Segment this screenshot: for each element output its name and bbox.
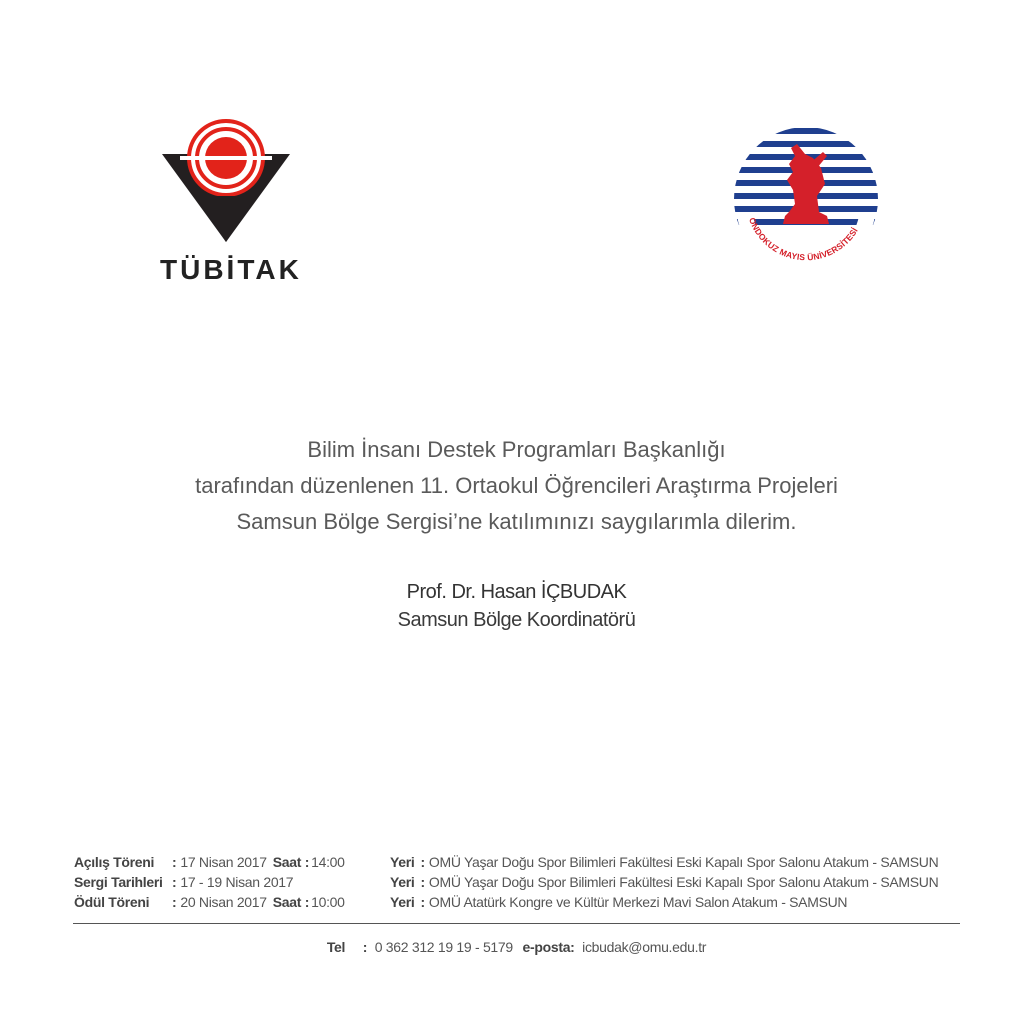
schedule-dates bbox=[74, 852, 345, 912]
omu-logo bbox=[731, 124, 881, 274]
schedule-row: Açılış Töreni : 17 Nisan 2017 Saat : 14:00 bbox=[74, 854, 345, 870]
schedule-label: Açılış Töreni bbox=[74, 854, 155, 870]
schedule-time-label: Saat : bbox=[272, 854, 310, 870]
signer-title: Samsun Bölge Koordinatörü bbox=[397, 609, 636, 631]
place-label: Yeri bbox=[390, 854, 415, 870]
email-label: e-posta: bbox=[522, 939, 575, 955]
schedule-date: 20 Nisan 2017 bbox=[180, 894, 267, 910]
schedule-row: Sergi Tarihleri : 17 - 19 Nisan 2017 bbox=[74, 874, 294, 890]
schedule-time-label: Saat : bbox=[272, 894, 310, 910]
contact-line: Tel : 0 362 312 19 19 - 5179 e-posta: icbudak@omu.edu.tr bbox=[326, 939, 707, 955]
schedule-time: 14:00 bbox=[311, 854, 345, 870]
schedule-date: 17 - 19 Nisan 2017 bbox=[180, 874, 294, 890]
tel-label: Tel bbox=[326, 939, 346, 955]
place-row: Yeri : OMÜ Atatürk Kongre ve Kültür Merkezi Mavi Salon Atakum - SAMSUN bbox=[390, 894, 848, 910]
tubitak-logo bbox=[160, 116, 302, 288]
place-label: Yeri bbox=[390, 894, 415, 910]
invitation-line-2: tarafından düzenlenen 11. Ortaokul Öğrencileri Araştırma Projeleri bbox=[195, 473, 838, 498]
divider bbox=[73, 923, 960, 924]
schedule-places bbox=[390, 852, 938, 912]
schedule-label: Sergi Tarihleri bbox=[74, 874, 163, 890]
invitation-line-3: Samsun Bölge Sergisi’ne katılımınızı saygılarımla dilerim. bbox=[236, 509, 797, 534]
signer-block bbox=[0, 578, 1033, 634]
schedule-row: Ödül Töreni : 20 Nisan 2017 Saat : 10:00 bbox=[74, 894, 345, 910]
tel-value: 0 362 312 19 19 - 5179 bbox=[374, 939, 513, 955]
signer-name: Prof. Dr. Hasan İÇBUDAK bbox=[406, 581, 627, 603]
invitation-line-1: Bilim İnsanı Destek Programları Başkanlığı bbox=[307, 437, 726, 462]
tubitak-wordmark: TÜBİTAK bbox=[160, 254, 302, 285]
email-value[interactable]: icbudak@omu.edu.tr bbox=[582, 939, 707, 955]
place-row: Yeri : OMÜ Yaşar Doğu Spor Bilimleri Fakültesi Eski Kapalı Spor Salonu Atakum - SAMSUN bbox=[390, 854, 939, 870]
omu-ring-text: ONDOKUZ MAYIS ÜNİVERSİTESİ bbox=[747, 216, 860, 263]
invitation-text bbox=[0, 432, 1033, 540]
place-value: OMÜ Atatürk Kongre ve Kültür Merkezi Mavi Salon Atakum - SAMSUN bbox=[428, 894, 848, 910]
place-value: OMÜ Yaşar Doğu Spor Bilimleri Fakültesi Eski Kapalı Spor Salonu Atakum - SAMSUN bbox=[428, 854, 939, 870]
omu-seal-icon bbox=[731, 124, 881, 274]
schedule-time: 10:00 bbox=[311, 894, 345, 910]
schedule-label: Ödül Töreni bbox=[74, 894, 150, 910]
schedule-date: 17 Nisan 2017 bbox=[180, 854, 267, 870]
place-value: OMÜ Yaşar Doğu Spor Bilimleri Fakültesi Eski Kapalı Spor Salonu Atakum - SAMSUN bbox=[428, 874, 939, 890]
tubitak-emblem-icon bbox=[160, 116, 292, 248]
place-label: Yeri bbox=[390, 874, 415, 890]
place-row: Yeri : OMÜ Yaşar Doğu Spor Bilimleri Fakültesi Eski Kapalı Spor Salonu Atakum - SAMSUN bbox=[390, 874, 939, 890]
